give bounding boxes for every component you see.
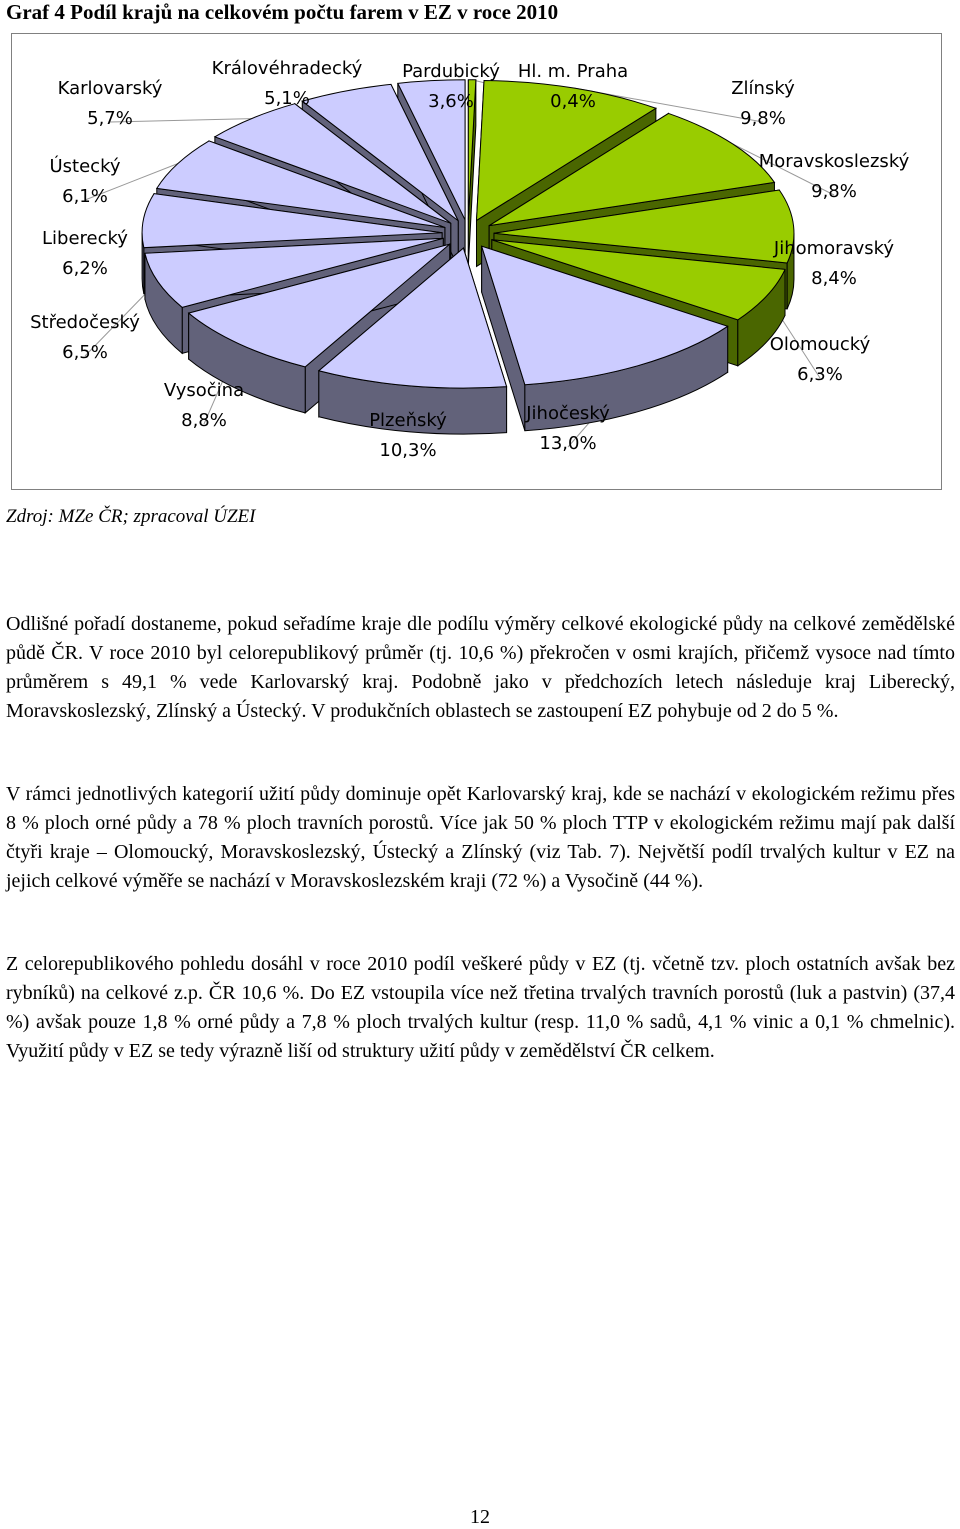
slice-label-value-jihocesky: 13,0% (539, 433, 597, 454)
slice-label-value-moravskoslezsky: 9,8% (811, 181, 857, 202)
slice-label-name-karlovarsky: Karlovarský (57, 78, 163, 99)
page-number: 12 (470, 1506, 490, 1528)
paragraph-3: Z celorepublikového pohledu dosáhl v roce 2010 podíl veškeré půdy v EZ (tj. včetně tzv. ploch ostatních avšak bez rybníků) na celkové z.p. ČR 10,6 %. Do EZ vstoupila více než třetina trvalých travních porostů (luk a pastvin) (37,4 %) avšak pouze 1,8 % orné půdy a 7,8 % ploch trvalých kultur (resp. 11,0 % sadů, 4,1 % vinic a 0,1 % chmelnic). Využití půdy v EZ se tedy výrazně liší od struktury užití půdy v zemědělství ČR celkem. (6, 953, 955, 1062)
chart-title: Graf 4 Podíl krajů na celkovém počtu farem v EZ v roce 2010 (6, 0, 559, 24)
slice-label-value-olomoucky: 6,3% (797, 364, 843, 385)
paragraph-2: V rámci jednotlivých kategorií užití půdy dominuje opět Karlovarský kraj, kde se nachází v ekologickém režimu přes 8 % ploch orné půdy a 78 % ploch travních porostů. Více jak 50 % ploch TTP v ekologickém režimu mají pak další čtyři kraje – Olomoucký, Moravskoslezský, Ústecký a Zlínský (viz Tab. 7). Největší podíl trvalých kultur v EZ na jejich celkové výměře se nachází v Moravskoslezském kraji (72 %) a Vysočině (44 %). (6, 783, 955, 892)
paragraph-1: Odlišné pořadí dostaneme, pokud seřadíme kraje dle podílu výměry celkové ekologické půdy na celkové zemědělské půdě ČR. V roce 2010 byl celorepublikový průměr (tj. 10,6 %) překročen v osmi krajích, přičemž vysoce nad tímto průměrem s 49,1 % vede Karlovarský kraj. Podobně jako v předchozích letech následuje kraj Liberecký, Moravskoslezský, Zlínský a Ústecký. V produkčních oblastech se zastoupení EZ pohybuje od 2 do 5 %. (6, 613, 955, 722)
slice-label-value-ustecky: 6,1% (62, 186, 108, 207)
slice-label-name-moravskoslezsky: Moravskoslezský (758, 151, 910, 172)
slice-label-value-stredocesky: 6,5% (62, 342, 108, 363)
slice-label-value-karlovarsky: 5,7% (87, 108, 133, 129)
slice-label-value-liberecky: 6,2% (62, 258, 108, 279)
slice-label-name-zlinsky: Zlínský (731, 78, 795, 99)
slice-label-value-pardubicky: 3,6% (428, 91, 474, 112)
slice-label-name-plzensky: Plzeňský (369, 410, 447, 431)
chart-source: Zdroj: MZe ČR; zpracoval ÚZEI (6, 506, 256, 527)
slice-label-name-stredocesky: Středočeský (30, 312, 140, 333)
slice-label-name-jihomoravsky: Jihomoravský (773, 238, 895, 259)
pie-chart (12, 34, 941, 489)
slice-label-value-plzensky: 10,3% (379, 440, 437, 461)
slice-label-value-zlinsky: 9,8% (740, 108, 786, 129)
chart-frame (11, 33, 942, 490)
slice-label-name-liberecky: Liberecký (42, 228, 128, 249)
slice-label-name-ustecky: Ústecký (49, 156, 121, 177)
slice-label-name-pardubicky: Pardubický (402, 61, 500, 82)
slice-label-value-vysocina: 8,8% (181, 410, 227, 431)
slice-label-name-hl-m-praha: Hl. m. Praha (517, 61, 629, 82)
slice-label-value-hl-m-praha: 0,4% (550, 91, 596, 112)
slice-label-name-jihocesky: Jihočeský (526, 403, 610, 424)
slice-label-name-olomoucky: Olomoucký (769, 334, 871, 355)
slice-label-value-kralovehradecky: 5,1% (264, 88, 310, 109)
slice-label-name-kralovehradecky: Královéhradecký (211, 58, 363, 79)
slice-label-name-vysocina: Vysočina (163, 380, 245, 401)
slice-label-value-jihomoravsky: 8,4% (811, 268, 857, 289)
